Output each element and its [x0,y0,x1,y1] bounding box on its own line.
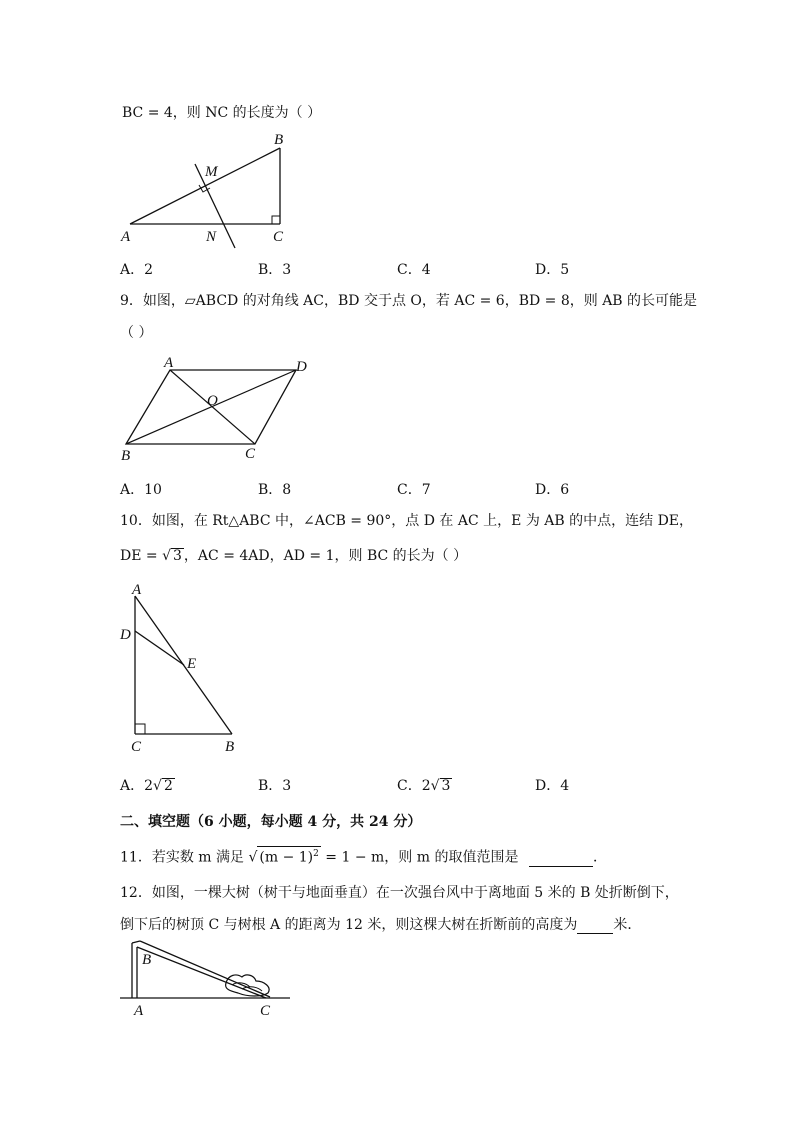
q11-exponent: 2 [313,849,319,859]
q9-label-b: B [121,448,131,462]
q11-stem: 11．若实数 m 满足 √ $(m - 1)^2 = 1 - m$，则 m 的取值范围是 ． [120,846,607,867]
q12-label-a: A [134,1003,144,1019]
q10-label-d: D [120,627,131,643]
q10-stem-line2 [120,545,467,565]
q10-option-a: A．2√ 2 [120,778,173,794]
q9-label-d: D [296,359,307,375]
q10-option-a-radical: √ [153,778,162,794]
q11-answer-blank[interactable] [529,850,593,867]
q10-option-b: B．3 [258,778,292,794]
q10-option-d: D．4 [535,778,570,794]
q10-de-radicand: 3 [173,548,182,564]
q8-option-a: A．2 [120,262,154,278]
q10-option-c: C．2√ 3 [397,778,451,794]
q10-stem-line1: 10．如图，在 Rt△ABC 中，∠ACB = 90°，点 D 在 AC 上，E 为 AB 的中点，连结 DE， [120,513,694,529]
section-2-title: 二、填空题（6 小题，每小题 4 分，共 24 分） [120,814,422,830]
q12-label-c: C [260,1003,271,1019]
q9-label-o: O [207,393,218,409]
q9-option-d: D．6 [535,482,570,498]
q10-label-b: B [225,739,235,755]
q8-option-c: C．4 [397,262,431,278]
q10-stem-rest: ，AC = 4AD，AD = 1，则 BC 的长为（ ） [183,548,468,564]
q10-label-e: E [187,656,197,672]
q10-radical-sign: √ [162,548,171,564]
q8-stem-tail: BC = 4，则 NC 的长度为（ ） [122,105,322,121]
q8-label-a: A [121,229,131,245]
q9-figure [118,352,318,462]
q9-option-c: C．7 [397,482,431,498]
q8-label-m: M [205,164,218,180]
q8-figure [115,128,315,258]
q10-figure [115,578,255,758]
q9-stem-line2: （ ） [120,325,153,341]
q10-label-c: C [131,739,142,755]
q12-figure [118,937,298,1022]
q8-label-n: N [206,229,217,245]
q9-label-c: C [245,446,256,462]
q9-option-b: B．8 [258,482,292,498]
q9-option-a: A．10 [120,482,162,498]
q9-stem-line1: 9．如图，▱ABCD 的对角线 AC，BD 交于点 O，若 AC = 6，BD = 8，则 AB 的长可能是 [120,293,698,309]
q11-radical-sign: √ [248,849,258,866]
q12-stem-line1: 12．如图，一棵大树（树干与地面垂直）在一次强台风中于离地面 5 米的 B 处折断倒下， [120,885,679,901]
q9-label-a: A [164,355,174,371]
q12-answer-blank[interactable] [577,917,613,934]
q10-option-c-radical: √ [430,778,440,794]
q8-option-b: B．3 [258,262,292,278]
q8-label-c: C [273,229,284,245]
q10-label-a: A [132,582,142,598]
q8-label-b: B [274,132,284,148]
q8-option-d: D．5 [535,262,570,278]
q10-de-label: DE = [120,548,163,564]
q11-radicand: $(m - 1)^2$ [257,846,320,865]
q12-stem-line2: 倒下后的树顶 C 与树根 A 的距离为 12 米，则这棵大树在折断前的高度为 米． [120,917,642,933]
q12-label-b: B [142,952,152,968]
